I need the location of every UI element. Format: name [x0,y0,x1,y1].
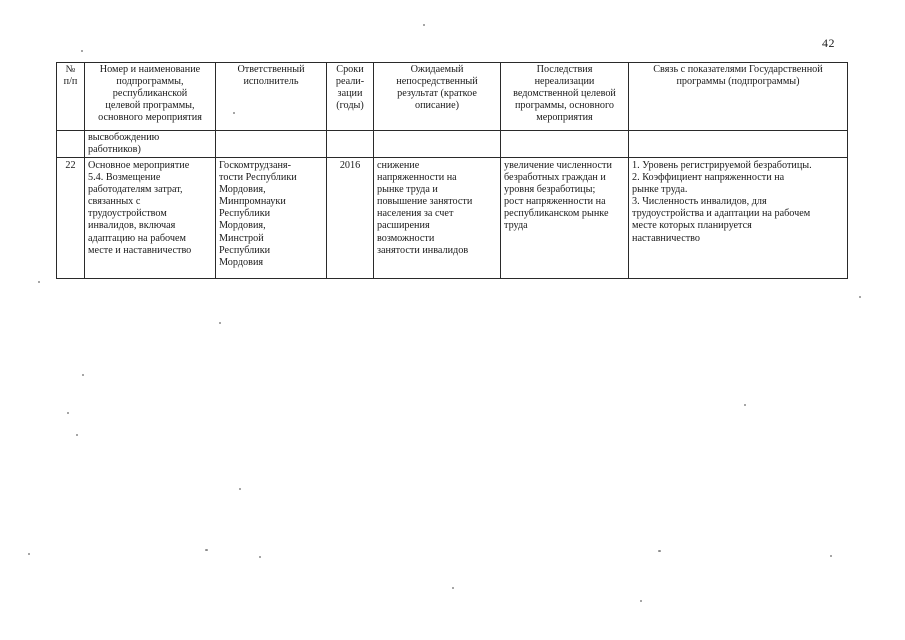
text-line: трудоустройством [88,208,167,220]
header-number [57,63,85,131]
text-line: нереализации [534,76,595,88]
text-line: (годы) [336,100,364,112]
table-row [57,158,848,279]
text-line: связанных с [88,196,141,208]
text-line: Госкомтрудзаня- [219,160,292,171]
text-line: 2. Коэффициент напряженности на [632,172,785,184]
text-line: безработных граждан и [504,172,606,184]
text-line: программы, основного [514,100,615,112]
text-line: Минстрой [219,232,264,244]
text-line: Последствия [536,64,593,75]
text-line: 3. Численность инвалидов, для [632,196,767,208]
text-line: целевой программы, [105,100,195,112]
text-line: месте и наставничество [88,244,192,256]
text-line: Номер и наименование [99,64,201,75]
cell-indicators [629,131,848,158]
text-line: трудоустройства и адаптации на рабочем [632,208,811,220]
text-line: увеличение численности [504,160,612,171]
text-line: 5.4. Возмещение [88,172,161,184]
text-line: месте которых планируется [632,220,752,232]
text-line: реали- [335,76,365,88]
text-line: непосредственный [396,76,478,88]
text-line: Основное мероприятие [88,160,190,171]
text-line: труда [504,220,528,232]
header-period [327,63,374,131]
cell-consequences [501,158,629,279]
text-line: повышение занятости [377,196,473,208]
text-line: № [65,64,76,75]
page-number: 42 [822,36,835,50]
text-line: инвалидов, включая [88,220,176,232]
text-line: республиканской [112,88,188,100]
text-line: высвобождению [88,132,160,143]
text-line: Мордовия, [219,220,266,232]
header-consequences [501,63,629,131]
text-line: основного мероприятия [98,112,202,124]
text-line: Мордовия, [219,184,266,196]
header-name [85,63,216,131]
text-line: описание) [415,100,459,112]
text-line: напряженности на [377,172,457,184]
text-line: работодателям затрат, [88,184,183,196]
cell-executor [216,158,327,279]
text-line: Республики [219,208,271,220]
text-line: Ответственный [237,64,305,75]
text-line: Республики [219,244,271,256]
text-line: снижение [377,160,420,171]
text-line: работников) [88,144,141,156]
table-header-row [57,63,848,131]
text-line: наставничество [632,232,701,244]
text-line: республиканском рынке [504,208,609,220]
cell-executor [216,131,327,158]
text-line: рынке труда. [632,184,688,196]
text-line: 1. Уровень регистрируемой безработицы. [632,160,812,171]
text-line: подпрограммы, [116,76,184,88]
text-line: населения за счет [377,208,454,220]
text-line: программы (подпрограммы) [676,76,800,88]
text-line: п/п [63,76,78,88]
cell-indicators [629,158,848,279]
header-expected-result [374,63,501,131]
text-line: занятости инвалидов [377,244,469,256]
text-line: ведомственной целевой [513,88,616,100]
table-row [57,131,848,158]
text-line: исполнитель [243,76,299,88]
text-line: рост напряженности на [504,196,606,208]
text-line: результат (краткое [397,88,477,100]
cell-name [85,131,216,158]
cell-period [327,131,374,158]
header-executor [216,63,327,131]
cell-number [57,131,85,158]
cell-period: 2016 [327,158,374,279]
text-line: рынке труда и [377,184,438,196]
text-line: Сроки [336,64,364,75]
program-measures-table [56,62,848,279]
text-line: адаптацию на рабочем [88,232,186,244]
text-line: Минпромнауки [219,196,286,208]
cell-name [85,158,216,279]
text-line: Связь с показателями Государственной [653,64,823,75]
text-line: Мордовия [219,256,264,268]
cell-expected-result [374,131,501,158]
cell-number: 22 [57,158,85,279]
text-line: возможности [377,232,435,244]
header-indicators [629,63,848,131]
text-line: мероприятия [536,112,593,124]
text-line: уровня безработицы; [504,184,596,196]
text-line: тости Республики [219,172,297,184]
text-line: Ожидаемый [410,64,464,75]
text-line: зации [337,88,363,100]
text-line: расширения [377,220,430,232]
cell-consequences [501,131,629,158]
cell-expected-result [374,158,501,279]
